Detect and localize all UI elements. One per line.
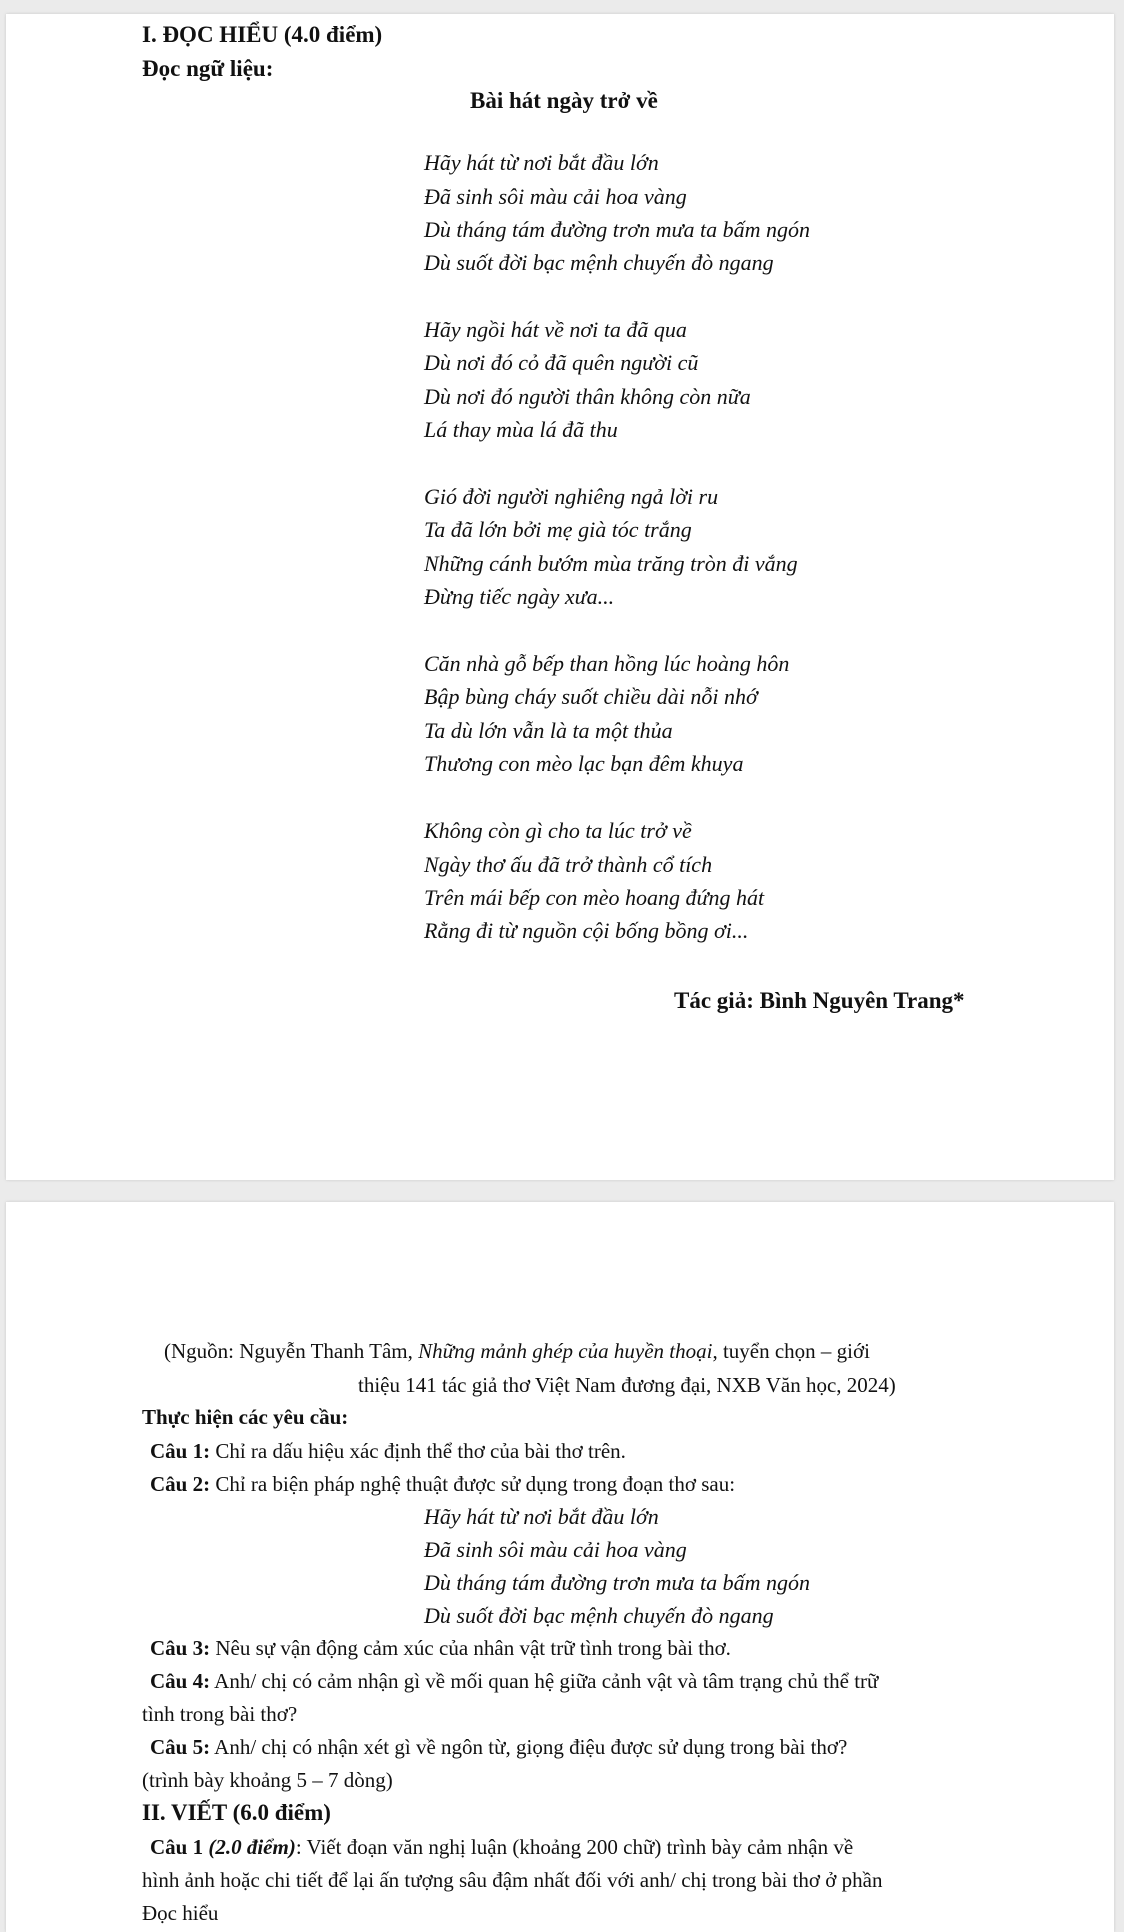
section-heading-writing: II. VIẾT (6.0 điểm) <box>142 1800 331 1825</box>
question-label: Câu 5: <box>150 1735 211 1759</box>
poem-title: Bài hát ngày trở về <box>470 88 658 113</box>
poem-line: Ta đã lớn bởi mẹ già tóc trắng <box>424 517 692 542</box>
poem-line: Lá thay mùa lá đã thu <box>424 417 618 442</box>
question-label: Câu 4: <box>150 1669 211 1693</box>
poem-author: Tác giả: Bình Nguyên Trang* <box>674 988 965 1013</box>
quoted-poem-line: Đã sinh sôi màu cải hoa vàng <box>424 1537 687 1562</box>
source-citation <box>164 1338 870 1364</box>
poem-line: Dù nơi đó cỏ đã quên người cũ <box>424 350 699 375</box>
read-material-label: Đọc ngữ liệu: <box>142 56 274 81</box>
poem-line: Đã sinh sôi màu cải hoa vàng <box>424 184 687 209</box>
poem-line: Rằng đi từ nguồn cội bống bồng ơi... <box>424 918 749 943</box>
question-3 <box>150 1635 731 1661</box>
poem-line: Những cánh bướm mùa trăng tròn đi vắng <box>424 551 798 576</box>
question-colon: : <box>295 1835 302 1859</box>
question-text: Viết đoạn văn nghị luận (khoảng 200 chữ) trình bày cảm nhận về <box>301 1835 854 1859</box>
source-suffix: , tuyển chọn – giới <box>712 1339 870 1363</box>
poem-line: Hãy hát từ nơi bắt đầu lớn <box>424 150 659 175</box>
poem-line: Dù suốt đời bạc mệnh chuyến đò ngang <box>424 250 774 275</box>
question-1 <box>150 1438 626 1464</box>
source-prefix: (Nguồn: Nguyễn Thanh Tâm, <box>164 1339 419 1363</box>
quoted-poem-line: Dù tháng tám đường trơn mưa ta bấm ngón <box>424 1570 811 1595</box>
poem-line: Thương con mèo lạc bạn đêm khuya <box>424 751 744 776</box>
question-text: Anh/ chị có nhận xét gì về ngôn từ, giọng điệu được sử dụng trong bài thơ? <box>210 1735 848 1759</box>
question-4 <box>150 1668 878 1694</box>
poem-line: Ngày thơ ấu đã trở thành cổ tích <box>424 852 713 877</box>
poem-line: Bập bùng cháy suốt chiều dài nỗi nhớ <box>424 684 758 709</box>
question-4-line2: tình trong bài thơ? <box>142 1702 298 1726</box>
document-page-2 <box>6 1202 1114 1932</box>
source-citation-line2: thiệu 141 tác giả thơ Việt Nam đương đại, NXB Văn học, 2024) <box>358 1373 896 1397</box>
question-text: Nêu sự vận động cảm xúc của nhân vật trữ tình trong bài thơ. <box>210 1636 731 1660</box>
question-2 <box>150 1471 735 1497</box>
poem-line: Căn nhà gỗ bếp than hồng lúc hoàng hôn <box>424 651 790 676</box>
question-label: Câu 2: <box>150 1472 211 1496</box>
writing-question-1-line3: Đọc hiểu <box>142 1901 219 1925</box>
question-text: Chỉ ra biện pháp nghệ thuật được sử dụng trong đoạn thơ sau: <box>210 1472 736 1496</box>
writing-question-1 <box>150 1834 853 1860</box>
poem-line: Dù nơi đó người thân không còn nữa <box>424 384 751 409</box>
question-label: Câu 3: <box>150 1636 211 1660</box>
quoted-poem-line: Dù suốt đời bạc mệnh chuyến đò ngang <box>424 1603 774 1628</box>
question-points: (2.0 điểm) <box>203 1835 296 1859</box>
question-text: Chỉ ra dấu hiệu xác định thể thơ của bài thơ trên. <box>210 1439 626 1463</box>
question-5 <box>150 1734 847 1760</box>
writing-question-1-line2: hình ảnh hoặc chi tiết để lại ấn tượng sâu đậm nhất đối với anh/ chị trong bài thơ ở phần <box>142 1868 883 1892</box>
poem-line: Dù tháng tám đường trơn mưa ta bấm ngón <box>424 217 811 242</box>
poem-line: Không còn gì cho ta lúc trở về <box>424 818 692 843</box>
question-label: Câu 1 <box>150 1835 204 1859</box>
poem-line: Hãy ngồi hát về nơi ta đã qua <box>424 317 687 342</box>
document-page-1 <box>6 14 1114 1180</box>
tasks-heading: Thực hiện các yêu cầu: <box>142 1405 349 1429</box>
question-text: Anh/ chị có cảm nhận gì về mối quan hệ giữa cảnh vật và tâm trạng chủ thể trữ <box>210 1669 879 1693</box>
quoted-poem-line: Hãy hát từ nơi bắt đầu lớn <box>424 1504 659 1529</box>
poem-line: Gió đời người nghiêng ngả lời ru <box>424 484 719 509</box>
section-heading-reading: I. ĐỌC HIỂU (4.0 điểm) <box>142 22 383 47</box>
question-label: Câu 1: <box>150 1439 211 1463</box>
poem-line: Trên mái bếp con mèo hoang đứng hát <box>424 885 765 910</box>
poem-line: Ta dù lớn vẫn là ta một thủa <box>424 718 673 743</box>
poem-line: Đừng tiếc ngày xưa... <box>424 584 615 609</box>
source-book-title: Những mảnh ghép của huyền thoại <box>418 1339 713 1363</box>
question-5-line2: (trình bày khoảng 5 – 7 dòng) <box>142 1768 393 1792</box>
